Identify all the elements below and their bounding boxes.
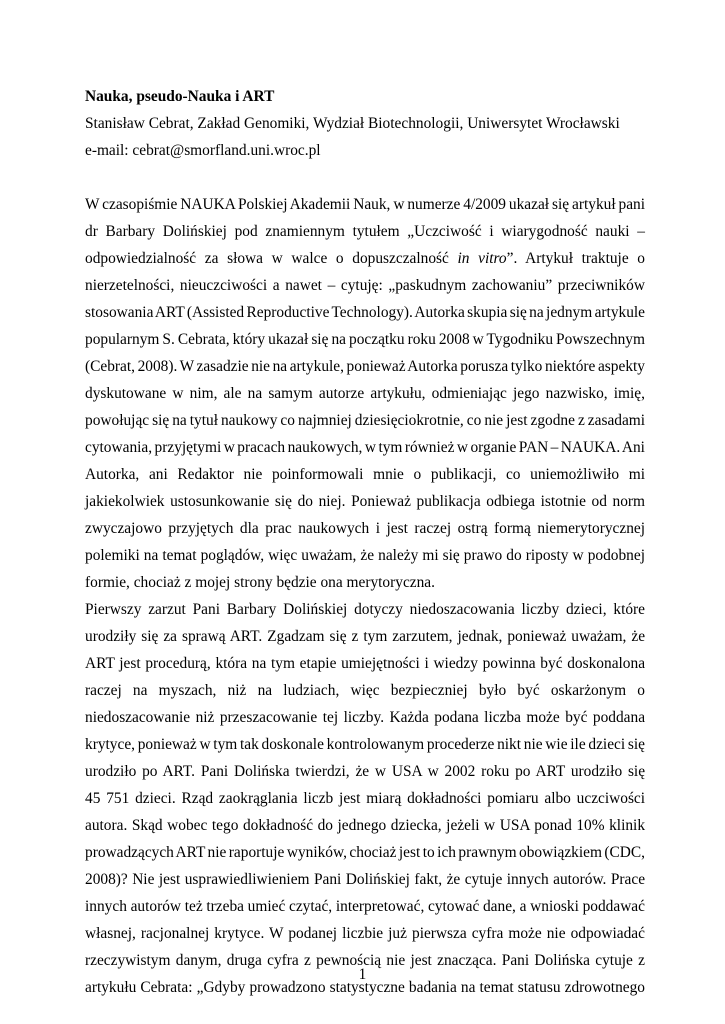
text-line: urodziło po ART. Pani Dolińska twierdzi, że w USA w 2002 roku po ART urodziło się xyxy=(85,763,646,780)
text-line: krytyce, ponieważ w tym tak doskonale kontrolowanym procederze nikt nie wie ile dzieci się xyxy=(85,736,645,753)
text-line: zwyczajowo przyjętych dla prac naukowych i jest raczej ostrą formą niemerytorycznej xyxy=(85,520,645,537)
text-line: stosowania ART (Assisted Reproductive Technology). Autorka skupia się na jednym artykule xyxy=(85,304,646,321)
text-line: jakiekolwiek ustosunkowanie się do niej. Ponieważ publikacja odbiega istotnie od norm xyxy=(85,493,646,510)
text-line: 45 751 dzieci. Rząd zaokrąglania liczb jest miarą dokładności pomiaru albo uczciwości xyxy=(85,790,646,807)
text-line: Autorka, ani Redaktor nie poinformowali mnie o publikacji, co uniemożliwiło mi xyxy=(85,466,645,483)
italic-term: in vitro xyxy=(457,250,507,267)
document-body xyxy=(85,83,645,1001)
text-line: dyskutowane w nim, ale na samym autorze artykułu, odmieniając jego nazwisko, imię, xyxy=(85,385,645,402)
text-line: ART jest procedurą, która na tym etapie umiejętności i wiedzy powinna być doskonalona xyxy=(85,655,646,672)
text-line: własnej, racjonalnej krytyce. W podanej liczbie już pierwsza cyfra może nie odpowiadać xyxy=(85,925,645,942)
document-title: Nauka, pseudo-Nauka i ART xyxy=(85,88,275,105)
text-line: nierzetelności, nieuczciwości a nawet – cytuję: „paskudnym zachowaniu” przeciwników xyxy=(85,277,645,294)
email-line: e-mail: cebrat@smorfland.uni.wroc.pl xyxy=(85,142,321,159)
text-line: rzeczywistym danym, druga cyfra z pewnością nie jest znacząca. Pani Dolińska cytuje z xyxy=(85,952,646,969)
text-line: raczej na myszach, niż na ludziach, więc bezpieczniej było być oskarżonym o xyxy=(85,682,645,699)
text-line: artykułu Cebrata: „Gdyby prowadzono statystyczne badania na temat statusu zdrowotnego xyxy=(85,979,645,996)
text-line: dr Barbary Dolińskiej pod znamiennym tytułem „Uczciwość i wiarygodność nauki – xyxy=(85,223,645,240)
text-line: urodziły się za sprawą ART. Zgadzam się z tym zarzutem, jednak, ponieważ uważam, że xyxy=(85,628,646,645)
text-line: autora. Skąd wobec tego dokładność do jednego dziecka, jeżeli w USA ponad 10% klinik xyxy=(85,817,646,834)
text-line: cytowania, przyjętymi w pracach naukowych, w tym również w organie PAN – NAUKA. Ani xyxy=(85,439,645,456)
text-line: powołując się na tytuł naukowy co najmniej dziesięciokrotnie, co nie jest zgodne z zasadami xyxy=(85,412,646,429)
text-line: innych autorów też trzeba umieć czytać, interpretować, cytować dane, a wnioski poddawać xyxy=(85,898,645,915)
text-line: odpowiedzialność za słowa w walce o dopuszczalność in vitro”. Artykuł traktuje o xyxy=(85,250,645,267)
text-line: Pierwszy zarzut Pani Barbary Dolińskiej dotyczy niedoszacowania liczby dzieci, które xyxy=(85,601,645,618)
text-line: formie, chociaż z mojej strony będzie ona merytoryczna. xyxy=(85,574,435,591)
text-line: polemiki na temat poglądów, więc uważam, że należy mi się prawo do riposty w podobnej xyxy=(85,547,645,564)
text-line: niedoszacowanie niż przeszacowanie tej liczby. Każda podana liczba może być poddana xyxy=(85,709,646,726)
text-line: prowadzących ART nie raportuje wyników, chociaż jest to ich prawnym obowiązkiem (CDC, xyxy=(85,844,646,861)
text-line: 2008)? Nie jest usprawiedliwieniem Pani Dolińskiej fakt, że cytuje innych autorów. Prace xyxy=(85,871,646,888)
text-line: W czasopiśmie NAUKA Polskiej Akademii Nauk, w numerze 4/2009 ukazał się artykuł pani xyxy=(85,196,646,213)
page-number: 1 xyxy=(358,966,367,983)
paragraph-gap xyxy=(85,164,645,191)
text-line: popularnym S. Cebrata, który ukazał się na początku roku 2008 w Tygodniku Powszechnym xyxy=(85,331,645,348)
text-line: (Cebrat, 2008). W zasadzie nie na artykule, ponieważ Autorka porusza tylko niektóre aspekty xyxy=(85,358,645,375)
author-line: Stanisław Cebrat, Zakład Genomiki, Wydział Biotechnologii, Uniwersytet Wrocławski xyxy=(85,115,620,132)
